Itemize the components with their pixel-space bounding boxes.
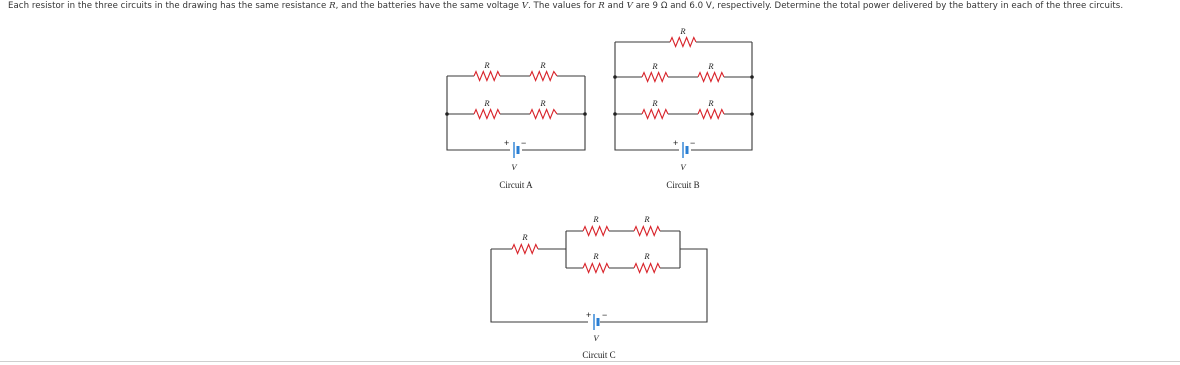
junction-dot <box>445 112 449 116</box>
resistor-label: R <box>540 60 546 70</box>
symbol-v: V <box>626 1 633 11</box>
resistor-label: R <box>522 232 528 242</box>
symbol-r: R <box>329 1 336 11</box>
circuit-b <box>613 26 754 190</box>
resistor-label: R <box>484 98 490 108</box>
resistor-symbol <box>634 227 660 236</box>
circuit-b-caption: Circuit B <box>666 180 700 190</box>
resistor-label: R <box>680 26 686 36</box>
junction-dot <box>583 112 587 116</box>
resistor-label: R <box>652 61 658 71</box>
junction-dot <box>750 75 754 79</box>
circuit-b-wires <box>615 42 752 150</box>
resistor-label: R <box>593 251 599 261</box>
resistor-symbol <box>698 110 724 119</box>
plus-sign: + <box>586 310 592 320</box>
resistor-symbol <box>670 38 696 47</box>
circuit-a <box>445 60 587 190</box>
minus-sign: − <box>690 138 696 148</box>
junction-dot <box>613 112 617 116</box>
resistor-symbol <box>530 110 557 119</box>
resistor-symbol <box>512 245 538 254</box>
resistor-symbol <box>583 264 609 273</box>
resistor-symbol <box>698 73 724 82</box>
resistor-label: R <box>593 214 599 224</box>
resistor-label: R <box>644 214 650 224</box>
resistor-symbol <box>474 110 500 119</box>
symbol-v: V <box>521 1 528 11</box>
circuit-a-wires <box>447 76 585 150</box>
resistor-symbol <box>583 227 609 236</box>
resistor-symbol <box>634 264 660 273</box>
resistor-label: R <box>484 60 490 70</box>
problem-text: and <box>604 1 627 11</box>
problem-text: Each resistor in the three circuits in the drawing has the same resistance <box>8 1 330 11</box>
minus-sign: − <box>521 138 527 148</box>
problem-text: . The values for <box>527 1 599 11</box>
problem-text: are 9 Ω and 6.0 V, respectively. Determine the total power delivered by the battery in each of the three circuits. <box>632 1 1124 11</box>
resistor-label: R <box>540 98 546 108</box>
resistor-label: R <box>652 98 658 108</box>
voltage-label: V <box>593 333 599 343</box>
circuit-c-wires <box>491 231 707 322</box>
resistor-label: R <box>644 251 650 261</box>
circuit-a-caption: Circuit A <box>499 180 533 190</box>
problem-text: , and the batteries have the same voltage <box>335 1 522 11</box>
resistor-symbol <box>642 73 668 82</box>
junction-dot <box>613 75 617 79</box>
junction-dot <box>750 112 754 116</box>
voltage-label: V <box>680 162 686 172</box>
plus-sign: + <box>673 138 679 148</box>
resistor-label: R <box>708 61 714 71</box>
resistor-symbol <box>530 72 557 81</box>
circuit-c <box>491 214 707 360</box>
circuit-c-caption: Circuit C <box>582 350 616 360</box>
minus-sign: − <box>602 310 608 320</box>
resistor-label: R <box>708 98 714 108</box>
resistor-symbol <box>642 110 668 119</box>
symbol-r: R <box>598 1 605 11</box>
plus-sign: + <box>504 138 510 148</box>
divider <box>0 361 1180 362</box>
voltage-label: V <box>511 162 517 172</box>
resistor-symbol <box>474 72 500 81</box>
